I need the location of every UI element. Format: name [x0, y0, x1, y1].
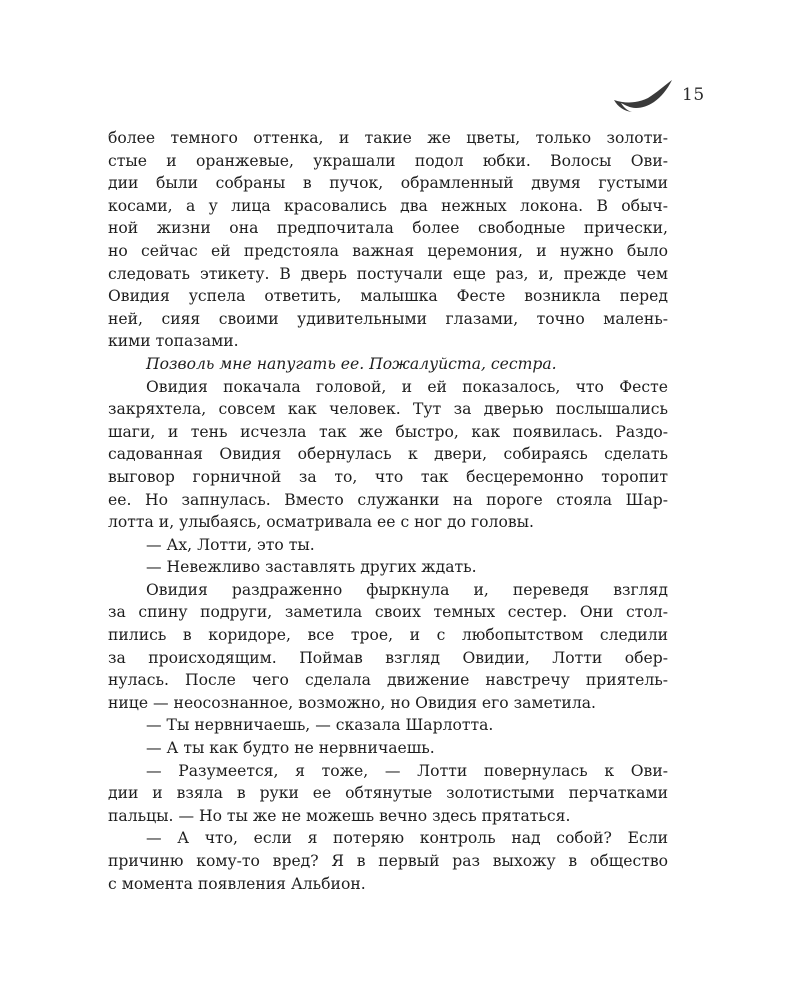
- dialogue-line: — Ты нервничаешь, — сказала Шарлотта.: [146, 716, 494, 735]
- text-line: Овидия успела ответить, малышка Фесте возникла перед: [108, 287, 668, 306]
- text-line: шаги, и тень исчезла так же быстро, как появилась. Раздо-: [108, 422, 668, 441]
- dialogue-line: — А что, если я потеряю контроль над собой? Если: [146, 829, 668, 848]
- dialogue-line: — А ты как будто не нервничаешь.: [146, 739, 435, 758]
- text-line: ней, сияя своими удивительными глазами, точно малень-: [108, 309, 668, 328]
- text-line: за происходящим. Поймав взгляд Овидии, Лотти обер-: [108, 648, 668, 667]
- swallow-bird-icon: [612, 78, 674, 112]
- text-line: косами, а у лица красовались два нежных локона. В обыч-: [108, 196, 668, 215]
- text-line: следовать этикету. В дверь постучали еще раз, и, прежде чем: [108, 264, 668, 283]
- text-line: с момента появления Альбион.: [108, 874, 366, 893]
- text-line: пальцы. — Но ты же не можешь вечно здесь прятаться.: [108, 806, 571, 825]
- page-number: 15: [682, 85, 705, 105]
- italic-thought-line: Позволь мне напугать ее. Пожалуйста, сестра.: [146, 354, 557, 373]
- text-line: кими топазами.: [108, 332, 239, 351]
- text-line: причиню кому-то вред? Я в первый раз выхожу в общество: [108, 852, 668, 870]
- text-line: лотта и, улыбаясь, осматривала ее с ног до головы.: [108, 513, 535, 532]
- text-line: стые и оранжевые, украшали подол юбки. Волосы Ови-: [108, 151, 668, 170]
- paragraph-start-line: Овидия раздраженно фыркнула и, переведя взгляд: [146, 580, 668, 599]
- dialogue-line: — Ах, Лотти, это ты.: [146, 535, 315, 554]
- dialogue-line: — Разумеется, я тоже, — Лотти повернулась к Ови-: [146, 761, 668, 780]
- text-line: более темного оттенка, и такие же цветы, только золоти-: [108, 129, 668, 147]
- text-line: выговор горничной за то, что так бесцеремонно торопит: [108, 467, 668, 486]
- text-line: ной жизни она предпочитала более свободные прически,: [108, 219, 668, 238]
- text-line: нулась. После чего сделала движение навстречу приятель-: [108, 671, 668, 690]
- dialogue-line: — Невежливо заставлять других ждать.: [146, 558, 477, 577]
- text-line: дии были собраны в пучок, обрамленный двумя густыми: [108, 174, 668, 193]
- text-line: дии и взяла в руки ее обтянутые золотистыми перчатками: [108, 784, 668, 803]
- text-line: нице — неосознанное, возможно, но Овидия его заметила.: [108, 693, 596, 712]
- text-line: но сейчас ей предстояла важная церемония, и нужно было: [108, 241, 668, 260]
- text-line: за спину подруги, заметила своих темных сестер. Они стол-: [108, 603, 668, 622]
- text-line: садованная Овидия обернулась к двери, собираясь сделать: [108, 445, 668, 464]
- text-line: пились в коридоре, все трое, и с любопытством следили: [108, 626, 668, 645]
- body-text: [108, 127, 668, 895]
- text-line: ее. Но запнулась. Вместо служанки на пороге стояла Шар-: [108, 490, 668, 509]
- paragraph-start-line: Овидия покачала головой, и ей показалось, что Фесте: [146, 377, 668, 396]
- text-line: закряхтела, совсем как человек. Тут за дверью послышались: [108, 400, 668, 419]
- page-header: [612, 78, 722, 112]
